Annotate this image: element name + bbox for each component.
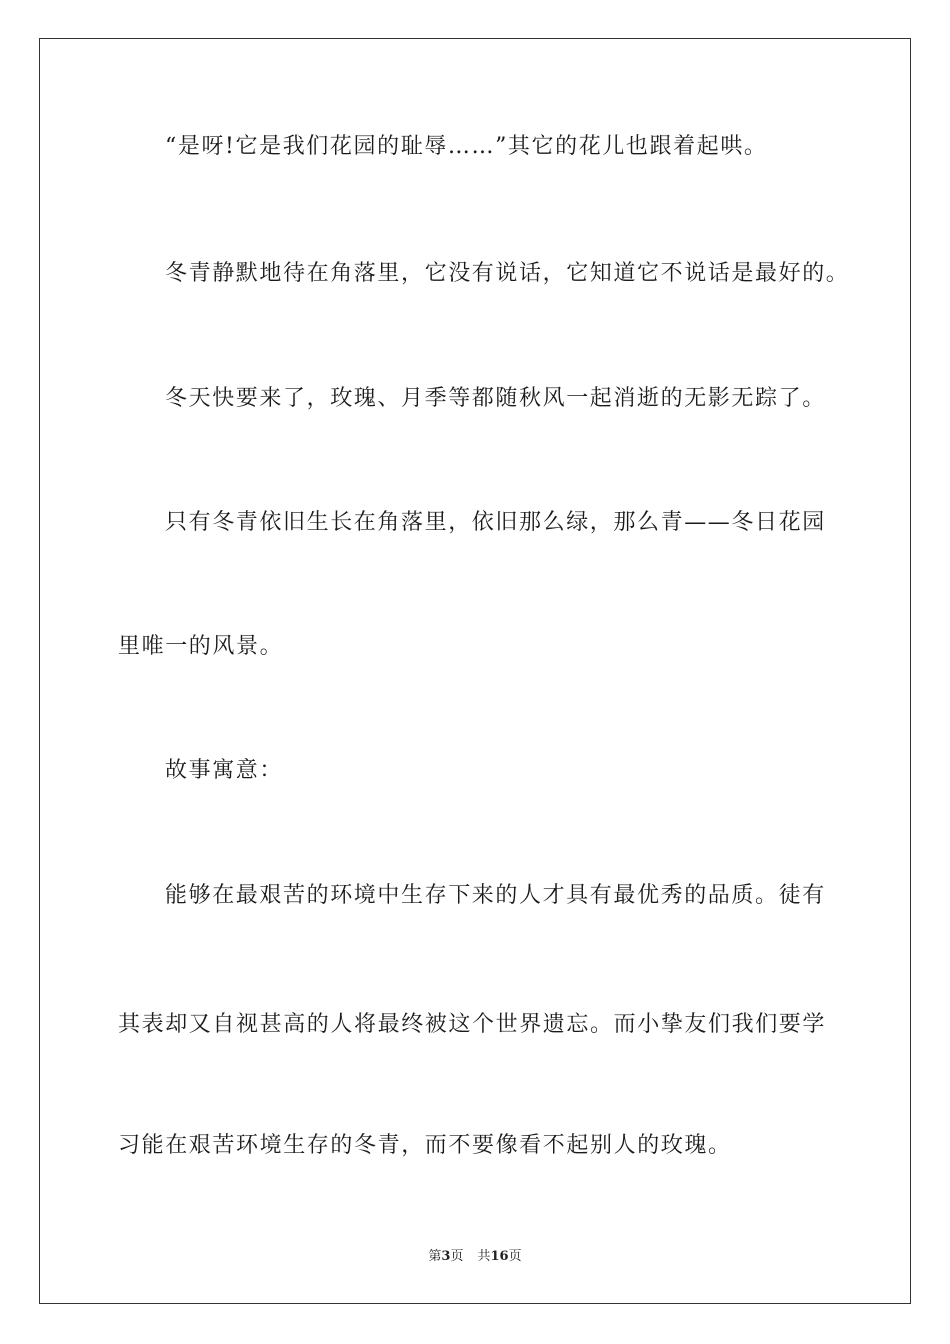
paragraph-line-8: 其表却又自视甚高的人将最终被这个世界遗忘。而小挚友们我们要学 <box>118 1012 827 1037</box>
page-border <box>39 38 911 1304</box>
paragraph-line-2: 冬青静默地待在角落里，它没有说话，它知道它不说话是最好的。 <box>165 261 850 286</box>
paragraph-line-3: 冬天快要来了，玫瑰、月季等都随秋风一起消逝的无影无踪了。 <box>165 386 826 411</box>
paragraph-line-5: 里唯一的风景。 <box>118 634 284 659</box>
paragraph-line-7: 能够在最艰苦的环境中生存下来的人才具有最优秀的品质。徒有 <box>165 883 826 908</box>
footer-total-pages: 16 <box>490 1249 509 1264</box>
footer-page-prefix: 第 <box>428 1249 442 1264</box>
footer-page-suffix: 页 <box>450 1249 464 1264</box>
footer-total-suffix: 页 <box>508 1249 522 1264</box>
paragraph-line-1: “是呀!它是我们花园的耻辱……”其它的花儿也跟着起哄。 <box>165 134 768 159</box>
page-footer <box>0 1248 950 1266</box>
footer-total-prefix: 共 <box>477 1249 491 1264</box>
paragraph-line-4: 只有冬青依旧生长在角落里，依旧那么绿，那么青——冬日花园 <box>165 510 826 535</box>
paragraph-line-9: 习能在艰苦环境生存的冬青，而不要像看不起别人的玫瑰。 <box>118 1133 732 1158</box>
footer-page-number: 3 <box>441 1249 451 1264</box>
section-heading: 故事寓意： <box>165 758 284 783</box>
